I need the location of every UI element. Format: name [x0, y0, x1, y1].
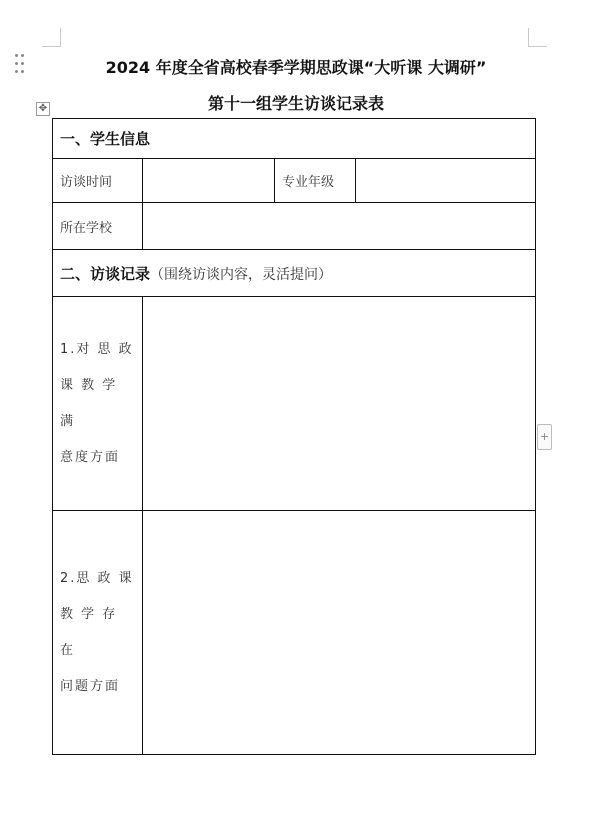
section1-heading-cell	[53, 119, 536, 159]
interview-record-table	[52, 118, 536, 755]
school-label-cell	[53, 203, 143, 250]
page-corner-mark-right	[528, 28, 547, 47]
question2-label-line: 2.思 政 课	[60, 570, 134, 586]
question2-label-cell	[53, 511, 143, 755]
question2-label-line: 问题方面	[60, 678, 121, 694]
section1-heading: 一、学生信息	[60, 130, 151, 148]
document-title-line1: 2024 年度全省高校春季学期思政课“大听课 大调研”	[105, 58, 487, 77]
page-corner-mark-left	[42, 28, 61, 47]
question1-label-line: 课 教 学 满	[60, 377, 118, 429]
major-grade-label-cell	[275, 159, 356, 203]
section2-heading-note: （围绕访谈内容，灵活提问）	[150, 266, 333, 283]
question1-label-line: 意度方面	[60, 449, 121, 465]
question1-label-cell	[53, 297, 143, 511]
add-column-icon[interactable]: +	[537, 424, 552, 450]
table-move-icon[interactable]: ✥	[36, 102, 50, 116]
school-field[interactable]	[143, 203, 536, 250]
section2-heading-cell	[53, 250, 536, 297]
question2-label	[60, 561, 135, 705]
question2-answer-field[interactable]	[143, 511, 536, 755]
question1-label-line: 1.对 思 政	[60, 341, 134, 357]
interview-time-label-cell	[53, 159, 143, 203]
major-grade-field[interactable]	[356, 159, 536, 203]
question1-label	[60, 332, 135, 476]
document-title-line2: 第十一组学生访谈记录表	[207, 94, 384, 113]
section2-heading: 二、访谈记录	[60, 264, 151, 283]
major-grade-label: 专业年级	[282, 175, 335, 190]
question1-answer-field[interactable]	[143, 297, 536, 511]
drag-handle-icon[interactable]	[14, 53, 26, 75]
interview-time-label: 访谈时间	[60, 175, 113, 190]
school-label: 所在学校	[60, 220, 113, 236]
question2-label-line: 教 学 存 在	[60, 606, 118, 658]
interview-time-field[interactable]	[143, 159, 275, 203]
